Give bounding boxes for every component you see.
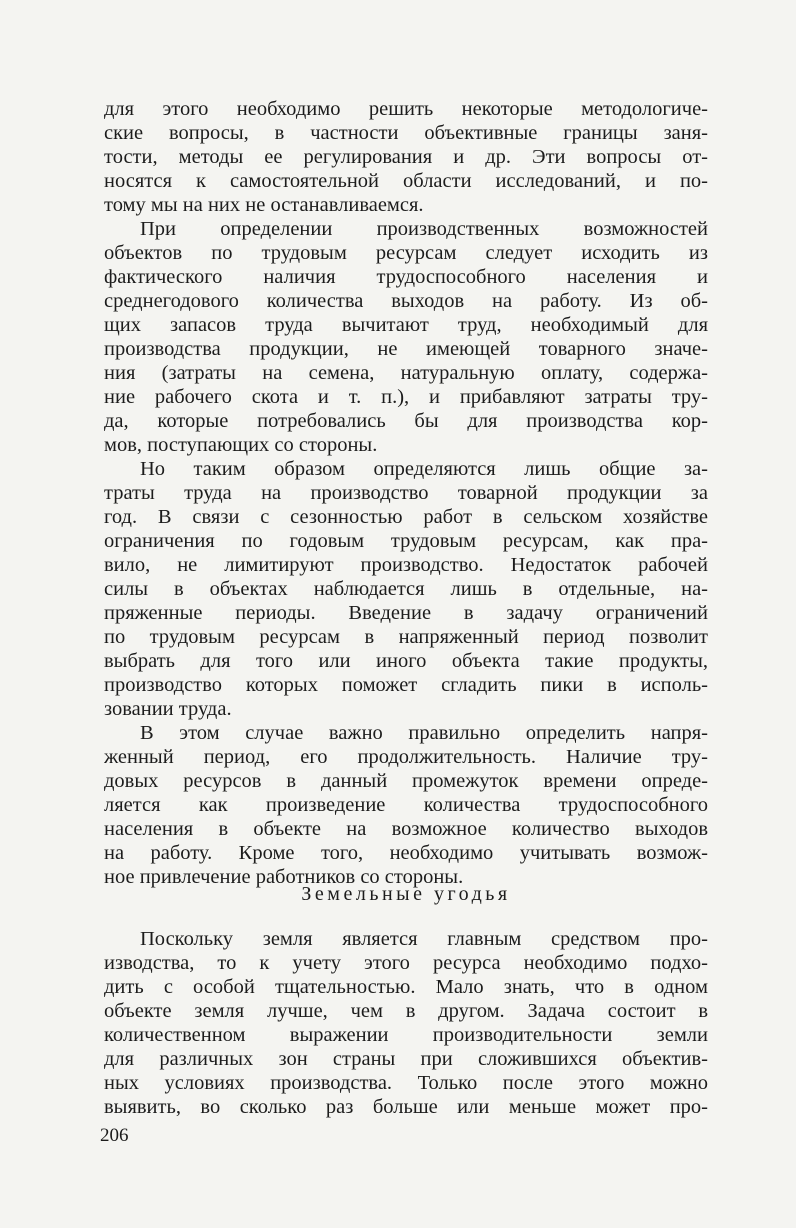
- text-line: для различных зон страны при сложившихся объектив-: [104, 1048, 708, 1070]
- text-line: силы в объектах наблюдается лишь в отдельные, на-: [104, 578, 708, 600]
- text-line: производство которых поможет сгладить пики в исполь-: [104, 674, 708, 696]
- text-line: пряженные периоды. Введение в задачу ограничений: [104, 602, 708, 624]
- text-line: объекте земля лучше, чем в другом. Задача состоит в: [104, 1000, 708, 1022]
- text-line: щих запасов труда вычитают труд, необходимый для: [104, 314, 708, 336]
- text-line: ограничения по годовым трудовым ресурсам, как пра-: [104, 530, 708, 552]
- text-line: вило, не лимитируют производство. Недостаток рабочей: [104, 554, 708, 576]
- text-line: носятся к самостоятельной области исследований, и по-: [104, 170, 708, 192]
- text-line: траты труда на производство товарной продукции за: [104, 482, 708, 504]
- text-line: дить с особой тщательностью. Мало знать, что в одном: [104, 976, 708, 998]
- text-line: Поскольку земля является главным средством про-: [140, 928, 708, 950]
- section-heading: Земельные угодья: [301, 883, 511, 905]
- text-line: В этом случае важно правильно определить напря-: [140, 722, 708, 744]
- text-line: количественном выражении производительности земли: [104, 1024, 708, 1046]
- text-line: изводства, то к учету этого ресурса необходимо подхо-: [104, 952, 708, 974]
- text-line: Но таким образом определяются лишь общие за-: [140, 458, 708, 480]
- text-line: женный период, его продолжительность. Наличие тру-: [104, 746, 708, 768]
- text-line: зовании труда.: [104, 698, 232, 720]
- text-line: ния (затраты на семена, натуральную оплату, содержа-: [104, 362, 708, 384]
- text-line: ние рабочего скота и т. п.), и прибавляют затраты тру-: [104, 386, 708, 408]
- text-line: среднегодового количества выходов на работу. Из об-: [104, 290, 708, 312]
- text-line: по трудовым ресурсам в напряженный период позволит: [104, 626, 708, 648]
- text-line: мов, поступающих со стороны.: [104, 434, 378, 456]
- text-line: ляется как произведение количества трудоспособного: [104, 794, 708, 816]
- text-line: тости, методы ее регулирования и др. Эти вопросы от-: [104, 146, 708, 168]
- text-line: ных условиях производства. Только после этого можно: [104, 1072, 708, 1094]
- text-line: объектов по трудовым ресурсам следует исходить из: [104, 242, 708, 264]
- text-line: производства продукции, не имеющей товарного значе-: [104, 338, 708, 360]
- text-line: да, которые потребовались бы для производства кор-: [104, 410, 708, 432]
- text-line: на работу. Кроме того, необходимо учитывать возмож-: [104, 842, 708, 864]
- text-line: год. В связи с сезонностью работ в сельском хозяйстве: [104, 506, 708, 528]
- text-line: При определении производственных возможностей: [140, 218, 708, 240]
- page-number: 206: [100, 1125, 129, 1146]
- text-line: фактического наличия трудоспособного населения и: [104, 266, 708, 288]
- text-line: для этого необходимо решить некоторые методологиче-: [104, 98, 708, 120]
- text-line: выявить, во сколько раз больше или меньше может про-: [104, 1096, 708, 1118]
- text-line: ские вопросы, в частности объективные границы заня-: [104, 122, 708, 144]
- text-line: довых ресурсов в данный промежуток времени опреде-: [104, 770, 708, 792]
- text-line: населения в объекте на возможное количество выходов: [104, 818, 708, 840]
- text-line: ное привлечение работников со стороны.: [104, 866, 464, 888]
- text-line: выбрать для того или иного объекта такие продукты,: [104, 650, 708, 672]
- text-line: тому мы на них не останавливаемся.: [104, 194, 424, 216]
